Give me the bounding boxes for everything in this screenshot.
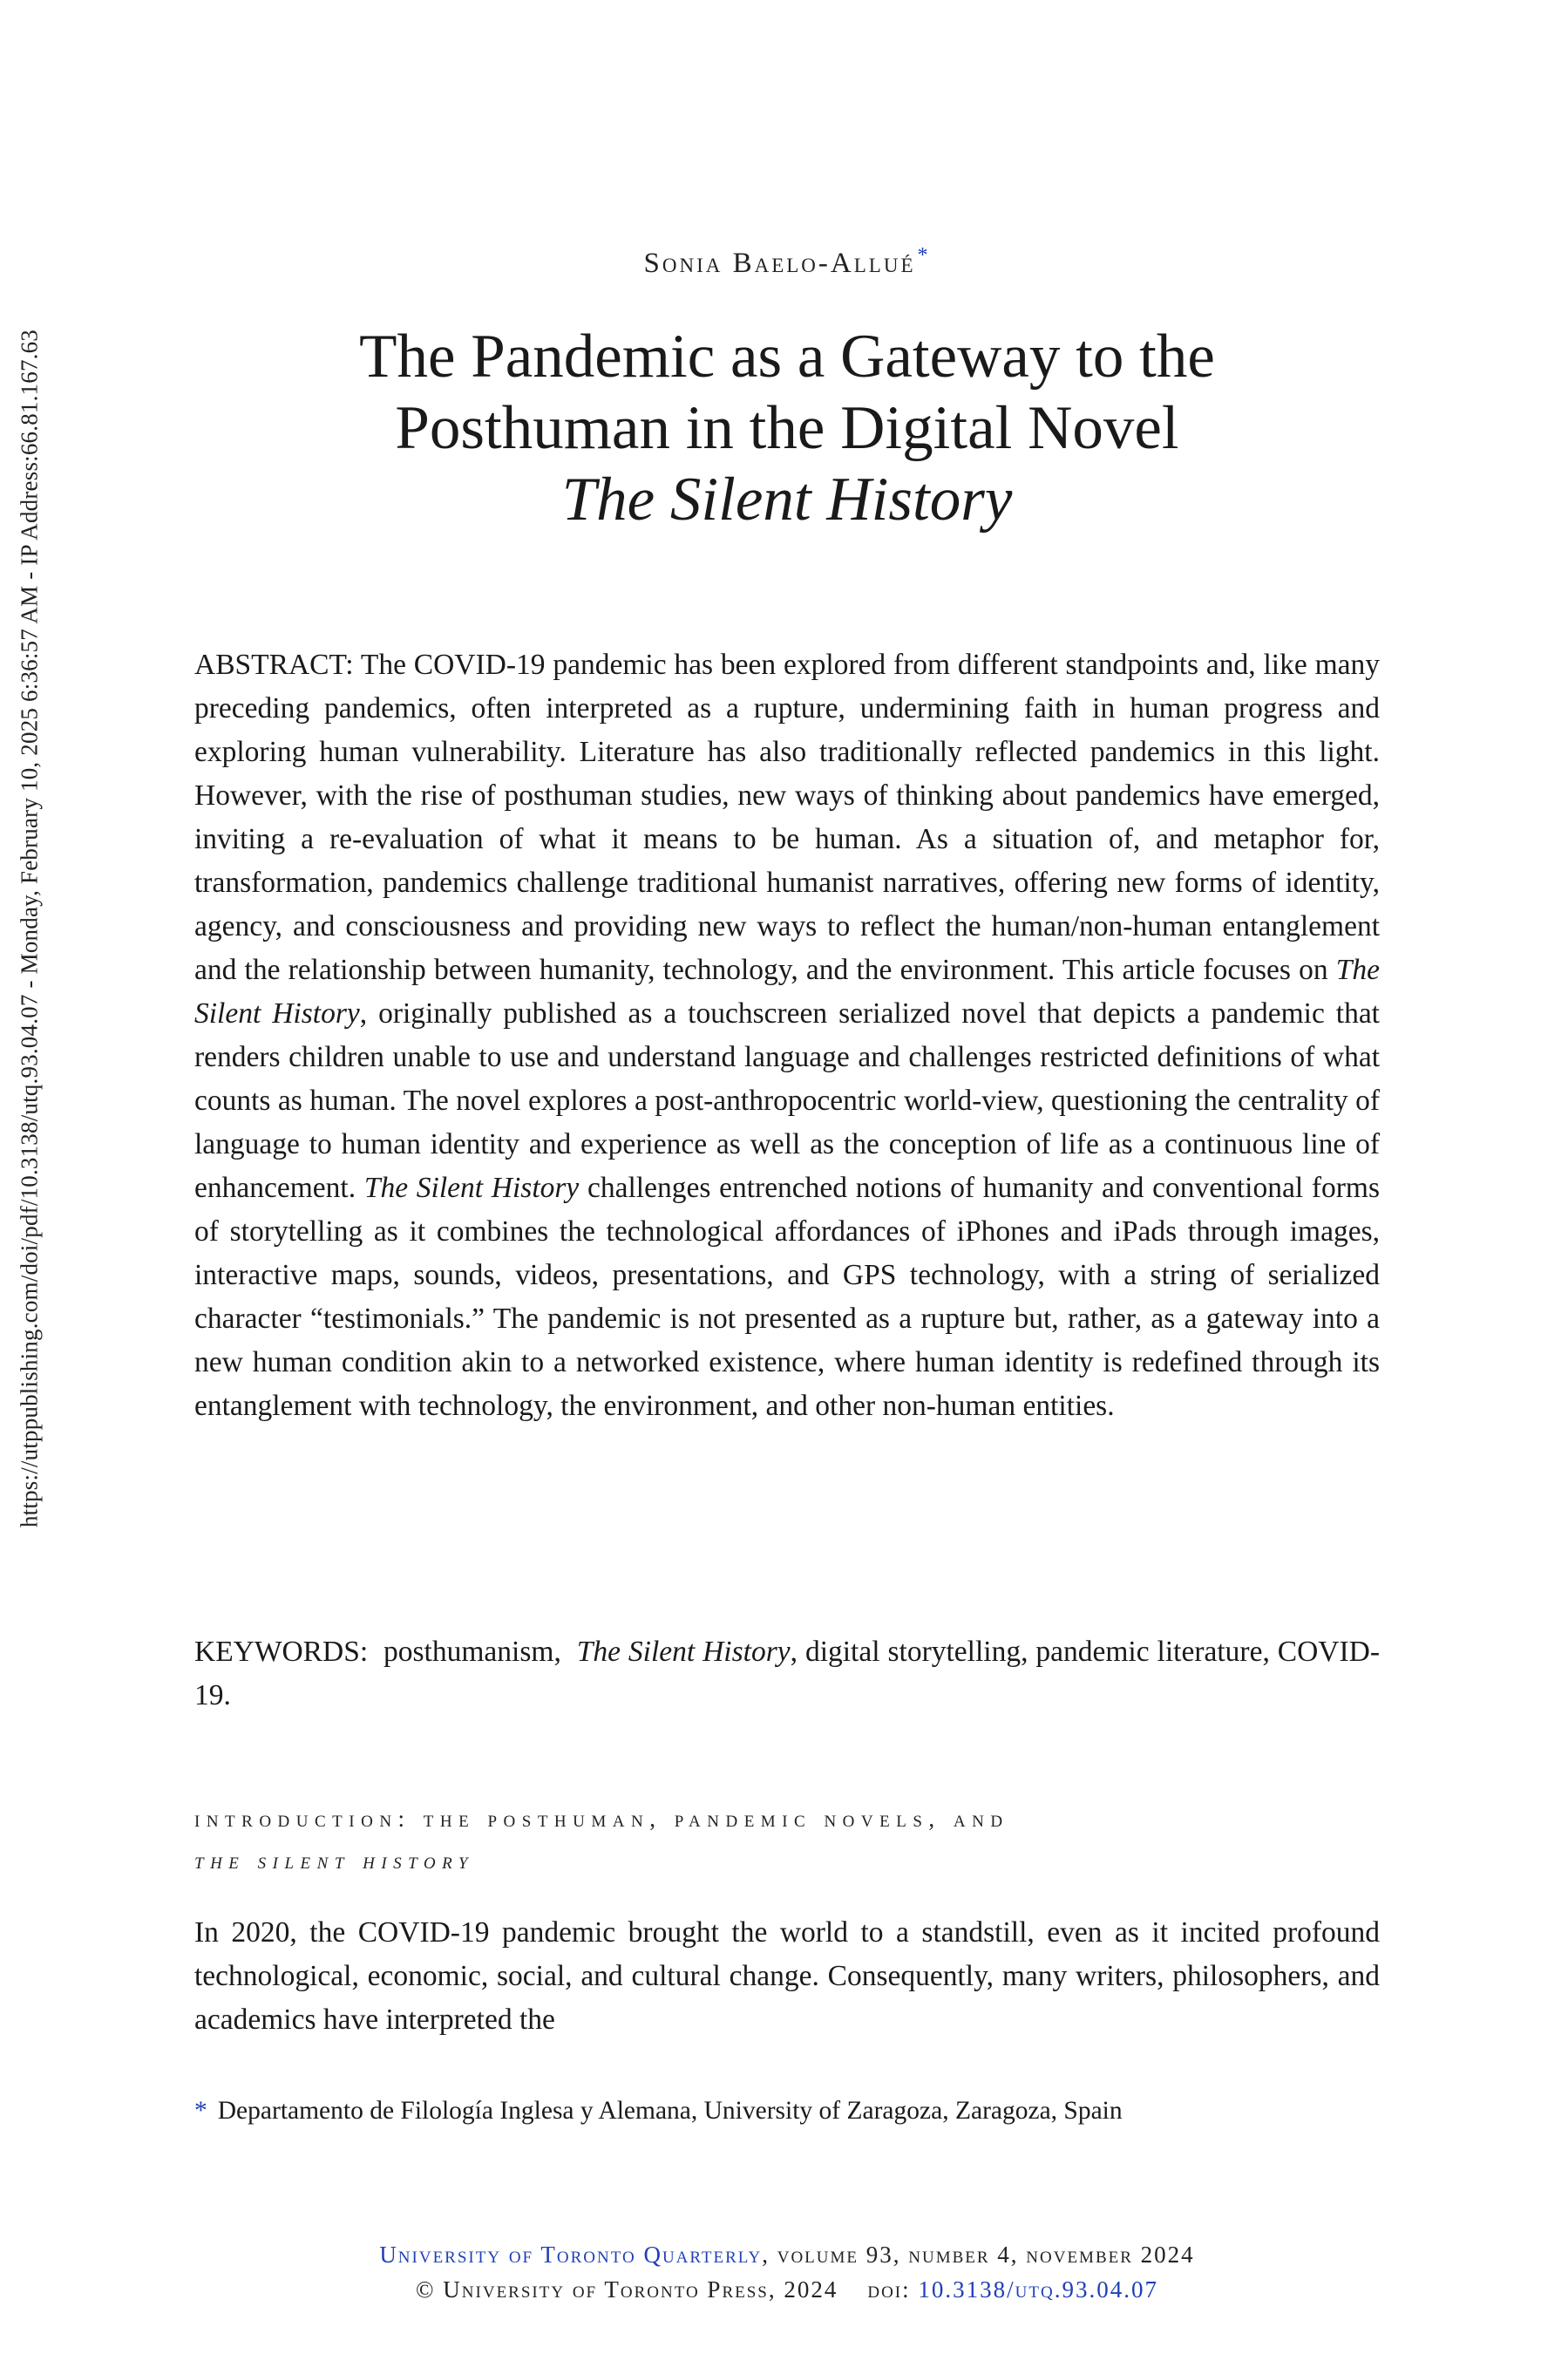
abstract-text-2: , originally published as a touchscreen serialized novel that depicts a pandemic that renders children unable to use and understand language and challenges restricted definitions of what counts as human. The novel explores a post-anthropocentric world-view, questioning the centrality of language to human identity and experience as well as the conception of life as a continuous line of enhancement. (194, 997, 1380, 1204)
author-line (194, 244, 1380, 280)
keyword-2: The Silent History (576, 1636, 791, 1668)
doi-link[interactable]: 10.3138/utq.93.04.07 (918, 2276, 1158, 2303)
abstract-italic-title-2: The Silent History (363, 1172, 580, 1204)
footnote-marker[interactable]: * (194, 2097, 207, 2125)
section-heading-text: introduction: the posthuman, pandemic novels, and (194, 1806, 1009, 1832)
journal-footer (194, 2237, 1380, 2307)
footnote-text: Departamento de Filología Inglesa y Alemana, University of Zaragoza, Zaragoza, Spain (217, 2097, 1123, 2125)
author-footnote-marker[interactable]: * (917, 244, 931, 267)
doi-label: doi: (867, 2276, 911, 2303)
title-line-1: The Pandemic as a Gateway to the (359, 323, 1215, 391)
abstract-text-1: The COVID-19 pandemic has been explored from different standpoints and, like many preceding pandemics, often interpreted as a rupture, undermining faith in human progress and exploring human vulnerability. Literature has also traditionally reflected pandemics in this light. However, with the rise of posthuman studies, new ways of thinking about pandemics have emerged, inviting a re-evaluation of what it means to be human. As a situation of, and metaphor for, transformation, pandemics challenge traditional humanist narratives, offering new forms of identity, agency, and consciousness and providing new ways to reflect the human/non-human entanglement and the relationship between humanity, technology, and the environment. This article focuses on (194, 649, 1380, 986)
journal-issue: , volume 93, number 4, november 2024 (762, 2242, 1195, 2268)
section-heading-introduction (194, 1798, 1380, 1881)
abstract-italic-title-1: The Silent History (194, 954, 1381, 1030)
keyword-1: posthumanism, (384, 1636, 561, 1668)
footer-line-2 (194, 2272, 1380, 2307)
author-name: Sonia Baelo-Allué (643, 248, 916, 279)
abstract-text-3: challenges entrenched notions of humanity and conventional forms of storytelling as it combines the technological affordances of iPhones and iPads through images, interactive maps, sounds, videos, presentations, and GPS technology, with a string of serialized character “testimonials.” The pandemic is not presented as a rupture but, rather, as a gateway into a new human condition akin to a networked existence, where human identity is redefined through its entanglement with technology, the environment, and other non-human entities. (194, 1172, 1381, 1422)
download-watermark: https://utppublishing.com/doi/pdf/10.3138/utq.93.04.07 - Monday, February 10, 2025 6:36:57 AM - IP Address:66.81.167.63 (16, 329, 43, 1528)
journal-link[interactable]: University of Toronto Quarterly (379, 2242, 763, 2268)
keywords (194, 1630, 1380, 1718)
footnote (194, 2092, 1380, 2129)
footer-line-1 (194, 2237, 1380, 2272)
section-heading-italic: the silent history (194, 1847, 474, 1874)
keywords-label: KEYWORDS: (194, 1636, 369, 1668)
keyword-rest: , digital storytelling, pandemic literature, COVID-19. (194, 1636, 1380, 1711)
intro-paragraph: In 2020, the COVID-19 pandemic brought the world to a standstill, even as it incited profound technological, economic, social, and cultural change. Consequently, many writers, philosophers, and academics have interpreted the (194, 1916, 1380, 2036)
copyright: © University of Toronto Press, 2024 (416, 2276, 838, 2303)
title-line-2: Posthuman in the Digital Novel (395, 394, 1179, 462)
abstract-label: ABSTRACT: (194, 649, 354, 681)
title-line-3: The Silent History (561, 466, 1013, 534)
article-title (194, 321, 1380, 535)
abstract (194, 643, 1380, 1428)
